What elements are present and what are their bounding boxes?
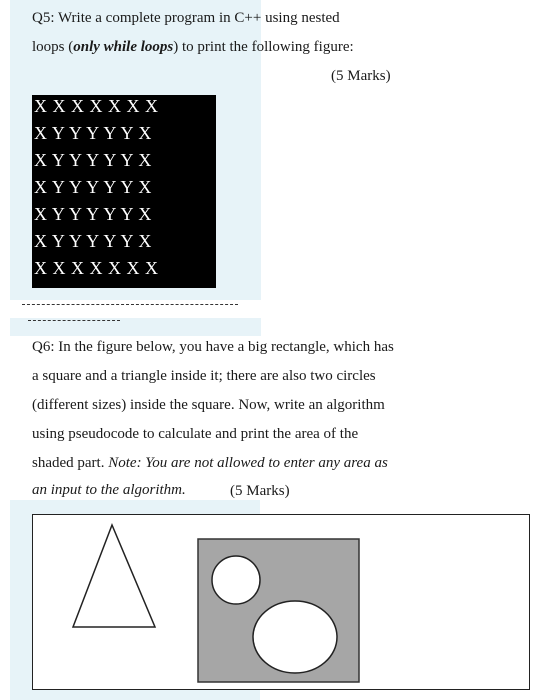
q6-text-1: Q6: In the figure below, you have a big rectangle, which has: [32, 339, 394, 355]
q6-note: Note: You are not allowed to enter any area as: [108, 455, 388, 471]
q6-text-3: (different sizes) inside the square. Now, write an algorithm: [32, 397, 385, 413]
q6-question-line-2: [32, 369, 376, 384]
q6-text-4: using pseudocode to calculate and print the area of the: [32, 426, 359, 442]
q5-question-line-2: [32, 40, 354, 55]
q6-marks: (5 Marks): [230, 483, 290, 499]
pattern-row: X Y Y Y Y Y X: [34, 177, 152, 197]
q6-question-line-4: [32, 427, 358, 442]
q6-note-continued: an input to the algorithm.: [32, 482, 186, 498]
q6-question-line-1: [32, 340, 394, 355]
small-circle: [212, 556, 260, 604]
q6-question-line-6: [32, 483, 186, 498]
q5-marks: (5 Marks): [331, 68, 391, 84]
pattern-row: X X X X X X X: [34, 96, 159, 116]
triangle-shape: [73, 525, 155, 627]
pattern-row: X Y Y Y Y Y X: [34, 204, 152, 224]
big-rectangle: [32, 514, 530, 690]
q5-text-2-suffix: ) to print the following figure:: [173, 39, 354, 55]
xy-pattern-figure: [32, 95, 216, 288]
q6-text-2: a square and a triangle inside it; there are also two circles: [32, 368, 376, 384]
dashed-separator-long: [22, 304, 238, 305]
q5-text-1: Q5: Write a complete program in C++ using nested: [32, 10, 340, 26]
q5-question-line-1: [32, 11, 340, 26]
shapes-figure: [33, 515, 531, 691]
q5-text-2-prefix: loops (: [32, 39, 74, 55]
pattern-row: X Y Y Y Y Y X: [34, 150, 152, 170]
q5-emphasis: only while loops: [73, 39, 174, 55]
dashed-separator-short: [28, 320, 120, 321]
q6-question-line-5: [32, 456, 388, 471]
large-circle: [253, 601, 337, 673]
q6-text-5: shaded part.: [32, 455, 109, 471]
pattern-row: X Y Y Y Y Y X: [34, 231, 152, 251]
pattern-row: X Y Y Y Y Y X: [34, 123, 152, 143]
q6-question-line-3: [32, 398, 385, 413]
pattern-row: X X X X X X X: [34, 258, 159, 278]
